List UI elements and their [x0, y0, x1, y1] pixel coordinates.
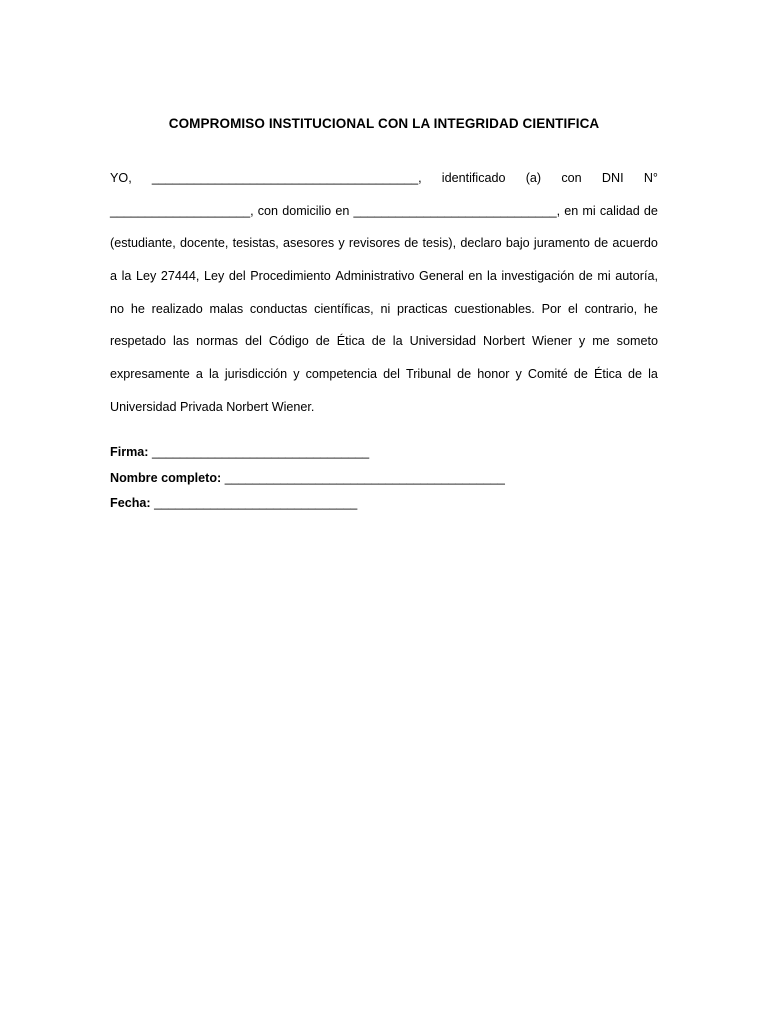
fecha-row [110, 491, 658, 517]
paragraph-word: Universidad [409, 334, 477, 349]
paragraph-word: investigación [501, 269, 575, 284]
paragraph-word: contrario, [584, 301, 638, 316]
paragraph-word: _____________________________, [353, 203, 561, 218]
paragraph-word: de [457, 367, 472, 382]
paragraph-word: practicas [397, 301, 448, 316]
paragraph-word: tesis), [422, 236, 457, 251]
paragraph-word: (a) [525, 171, 542, 185]
paragraph-word: científicas, [314, 301, 374, 316]
paragraph-word: Ley [135, 269, 157, 284]
paragraph-word: en [468, 269, 483, 284]
paragraph-word: Ética [593, 367, 622, 382]
declaration-paragraph [110, 162, 658, 424]
paragraph-word: docente, [180, 236, 229, 251]
paragraph-line [110, 162, 658, 195]
paragraph-last-line: Universidad Privada Norbert Wiener. [110, 399, 315, 414]
paragraph-word: Por [541, 301, 562, 316]
paragraph-word: revisores [348, 236, 401, 251]
paragraph-word: ni [380, 301, 391, 316]
paragraph-word: la [487, 269, 497, 284]
paragraph-word: del [228, 269, 246, 284]
paragraph-word: he [643, 301, 658, 316]
paragraph-word: del [245, 334, 262, 349]
paragraph-word: Tribunal [406, 367, 452, 382]
paragraph-word: Ley [203, 269, 225, 284]
paragraph-word: Administrativo [335, 269, 415, 284]
firma-blank: _______________________________ [148, 445, 370, 459]
paragraph-word: ____________________, [110, 203, 254, 218]
fecha-label: Fecha: [110, 496, 151, 510]
firma-row [110, 440, 658, 466]
paragraph-word: Norbert [483, 334, 526, 349]
paragraph-word: 27444, [160, 269, 200, 284]
paragraph-word: declaro [460, 236, 502, 251]
paragraph-line [110, 195, 658, 228]
fecha-blank: _____________________________ [150, 496, 358, 510]
nombre-label: Nombre completo: [110, 470, 222, 485]
paragraph-word: de [573, 367, 588, 382]
paragraph-word: las [173, 334, 190, 349]
paragraph-word: ______________________________________, [151, 171, 422, 185]
paragraph-word: calidad [599, 203, 640, 218]
paragraph-word: Procedimiento [250, 269, 331, 284]
paragraph-line [110, 227, 658, 260]
paragraph-word: de [371, 334, 386, 349]
paragraph-word: la [648, 367, 658, 382]
paragraph-line [110, 260, 658, 293]
paragraph-word: mi [597, 269, 611, 284]
paragraph-word: en [564, 203, 579, 218]
paragraph-word: tesistas, [232, 236, 279, 251]
paragraph-word: con [561, 171, 582, 185]
paragraph-word: Comité [527, 367, 568, 382]
paragraph-word: mi [582, 203, 596, 218]
paragraph-word: malas [209, 301, 244, 316]
firma-label: Firma: [110, 445, 149, 459]
paragraph-word: realizado [151, 301, 203, 316]
paragraph-word: someto [616, 334, 658, 349]
paragraph-word: Wiener [532, 334, 572, 349]
paragraph-word: acuerdo [612, 236, 658, 251]
paragraph-word: conductas [249, 301, 308, 316]
paragraph-word: del [383, 367, 400, 382]
paragraph-word: a [195, 367, 203, 382]
nombre-row [110, 466, 658, 492]
paragraph-word: (estudiante, [110, 236, 176, 251]
paragraph-word: de [315, 334, 330, 349]
paragraph-word: la [208, 367, 219, 382]
paragraph-word: Código [268, 334, 309, 349]
paragraph-word: y [578, 334, 586, 349]
paragraph-word: de [628, 367, 643, 382]
paragraph-word: autoría, [615, 269, 658, 284]
paragraph-word: de [404, 236, 419, 251]
paragraph-word: asesores [283, 236, 335, 251]
paragraph-word: N° [643, 171, 658, 185]
paragraph-word: el [567, 301, 578, 316]
paragraph-word: respetado [110, 334, 167, 349]
paragraph-word: DNI [601, 171, 624, 185]
paragraph-word: cuestionables. [454, 301, 535, 316]
signature-block [110, 440, 658, 517]
paragraph-word: bajo [505, 236, 530, 251]
paragraph-word: la [392, 334, 403, 349]
paragraph-word: y [293, 367, 300, 382]
paragraph-word: con [257, 203, 279, 218]
paragraph-word: me [592, 334, 610, 349]
paragraph-word: y [515, 367, 522, 382]
paragraph-line [110, 358, 658, 391]
paragraph-word: expresamente [110, 367, 190, 382]
paragraph-word: he [130, 301, 145, 316]
paragraph-word: normas [196, 334, 239, 349]
paragraph-word: de [594, 236, 609, 251]
paragraph-word: en [335, 203, 350, 218]
paragraph-word: General [419, 269, 464, 284]
paragraph-word: YO, [110, 171, 132, 185]
paragraph-word: honor [477, 367, 510, 382]
paragraph-word: la [121, 269, 132, 284]
paragraph-word: competencia [305, 367, 378, 382]
paragraph-word: y [338, 236, 345, 251]
paragraph-word: identificado [441, 171, 506, 185]
paragraph-word: de [643, 203, 658, 218]
paragraph-word: domicilio [282, 203, 332, 218]
paragraph-word: jurisdicción [224, 367, 288, 382]
paragraph-line [110, 325, 658, 358]
paragraph-word: a [110, 269, 118, 284]
paragraph-word: juramento [533, 236, 590, 251]
paragraph-line [110, 293, 658, 326]
paragraph-word: Ética [336, 334, 365, 349]
paragraph-word: de [578, 269, 593, 284]
nombre-blank: ________________________________________ [221, 470, 505, 485]
document-title: COMPROMISO INSTITUCIONAL CON LA INTEGRIDAD CIENTIFICA [168, 116, 600, 131]
paragraph-word: no [110, 301, 125, 316]
